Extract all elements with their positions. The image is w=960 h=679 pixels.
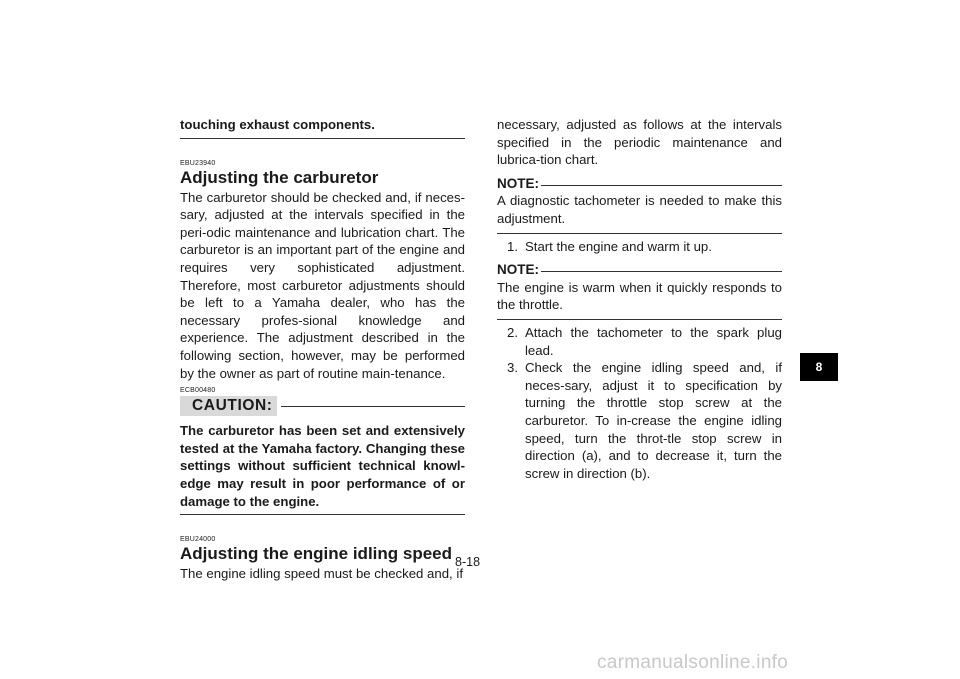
chapter-tab: 8 <box>800 353 838 381</box>
note-line <box>541 185 782 186</box>
watermark: carmanualsonline.info <box>597 652 789 673</box>
list-item <box>497 359 782 482</box>
section-code: EBU23940 <box>180 159 216 167</box>
step-text: Attach the tachometer to the spark plug lead. <box>525 324 782 358</box>
caution-text: The carburetor has been set and extensively tested at the Yamaha factory. Changing these settings without sufficient technical knowl-edge may result in poor performance of or damage to the engine. <box>180 423 465 509</box>
caution-header <box>180 396 465 416</box>
note-line <box>541 271 782 272</box>
list-item <box>497 324 782 359</box>
section-body-idling: The engine idling speed must be checked and, if <box>180 566 463 582</box>
step-text: Start the engine and warm it up. <box>525 238 712 254</box>
steps-list <box>497 324 782 482</box>
section-code: EBU24000 <box>180 536 216 544</box>
right-column <box>497 116 782 482</box>
caution-code: ECB00480 <box>180 387 216 395</box>
step-text: Check the engine idling speed and, if neces-sary, adjust it to specification by turning the throttle stop screw at the carburetor. To in-crease the engine idling speed, turn the throt-tle stop screw in direction (a), and to decrease it, turn the screw in direction (b). <box>525 360 782 481</box>
step-number: 2. <box>507 324 518 340</box>
intro-text: necessary, adjusted as follows at the intervals specified in the periodic maintenance and lubrica-tion chart. <box>497 117 782 168</box>
step-number: 3. <box>507 360 518 376</box>
page-number: 8-18 <box>455 555 481 569</box>
list-item <box>497 238 782 256</box>
note-label: NOTE: <box>497 262 539 278</box>
note-header <box>497 175 782 193</box>
steps-list <box>497 238 782 256</box>
divider <box>180 138 465 139</box>
lead-text: touching exhaust components. <box>180 117 375 132</box>
caution-label: CAUTION: <box>180 396 277 416</box>
note-label: NOTE: <box>497 175 539 191</box>
note-text: The engine is warm when it quickly responds to the throttle. <box>497 279 782 320</box>
note-text: A diagnostic tachometer is needed to make this adjustment. <box>497 192 782 233</box>
note-header <box>497 261 782 279</box>
step-number: 1. <box>507 238 518 254</box>
left-column <box>180 116 465 583</box>
caution-end-divider <box>180 514 465 515</box>
section-title-carburetor: Adjusting the carburetor <box>180 167 379 187</box>
caution-line <box>281 406 465 407</box>
section-title-idling: Adjusting the engine idling speed <box>180 544 453 564</box>
section-body-carburetor: The carburetor should be checked and, if neces-sary, adjusted at the intervals specified in the peri-odic maintenance and lubrication chart. The carburetor is an important part of the engine and requires very sophisticated adjustment. Therefore, most carburetor adjustments should be left to a Yamaha dealer, who has the necessary profes-sional knowledge and experience. The adjustment described in the following section, however, may be performed by the owner as part of routine main-tenance. <box>180 189 465 381</box>
